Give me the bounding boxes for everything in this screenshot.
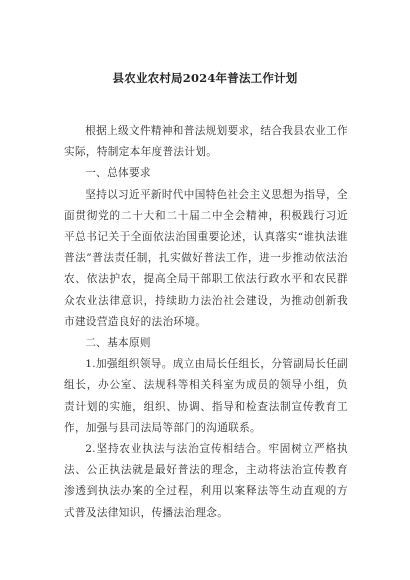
document-title: 县农业农村局2024年普法工作计划 xyxy=(112,71,298,85)
principle-1-paragraph: 1.加强组织领导。成立由局长任组长，分管副局长任副组长，办公室、法规科等相关科室为成员的领导小组，负责计划的实施，组织、协调、指导和检查法制宣传教育工作，加强与县司法局等部门的沟通联系。 xyxy=(64,358,348,434)
section-1-heading: 一、总体要求 xyxy=(85,167,151,180)
intro-paragraph: 根据上级文件精神和普法规划要求，结合我县农业工作实际，特制定本年度普法计划。 xyxy=(64,125,348,159)
principle-2-paragraph: 2.坚持农业执法与法治宣传相结合。牢固树立严格执法、公正执法就是最好普法的理念，主动将法治宣传教育渗透到执法办案的全过程，利用以案释法等生动直观的方式普及法律知识，传播法治理念。 xyxy=(64,443,348,519)
document-body xyxy=(64,121,348,524)
section-1-paragraph: 坚持以习近平新时代中国特色社会主义思想为指导，全面贯彻党的二十大和二十届二中全会精神，积极践行习近平总书记关于全面依法治国重要论述，认真落实“谁执法谁普法”普法责任制，扎实做好普法工作，进一步推动依法治农、依法护农，提高全局干部职工依法行政水平和农民群众农业法律意识，持续助力法治社会建设，为推动创新我市建设营造良好的法治环境。 xyxy=(64,188,348,328)
section-2-heading: 二、基本原则 xyxy=(85,337,151,350)
